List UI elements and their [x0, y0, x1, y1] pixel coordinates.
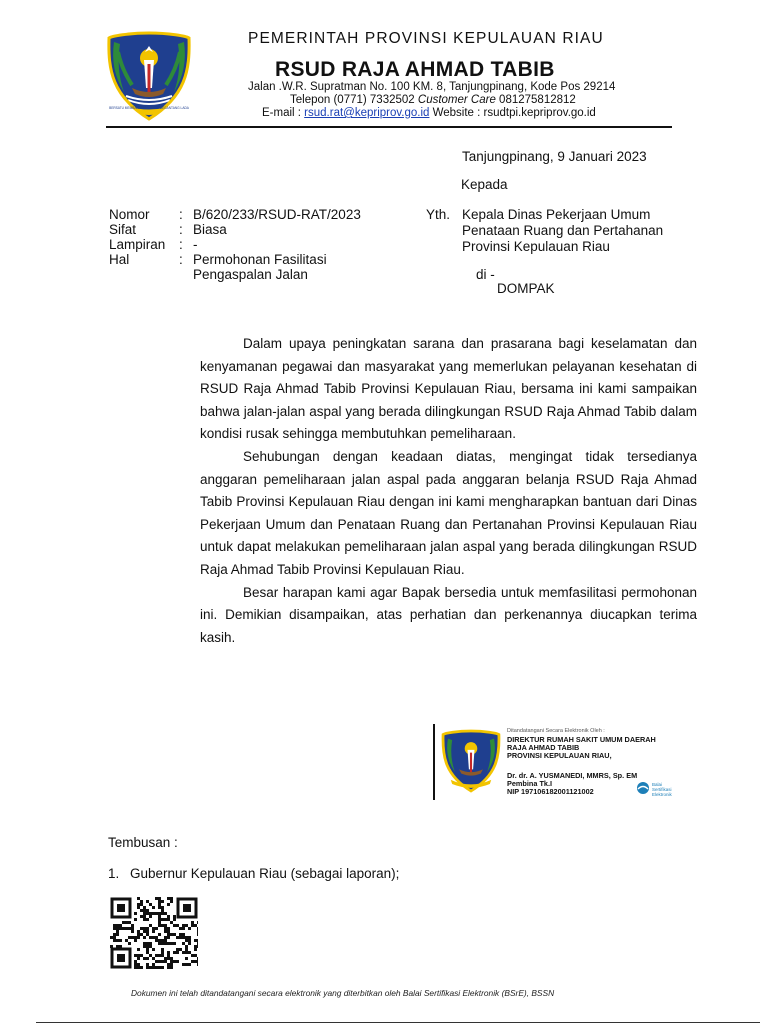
- website-text: Website : rsudtpi.kepriprov.go.id: [429, 107, 596, 119]
- letterhead-government: PEMERINTAH PROVINSI KEPULAUAN RIAU: [248, 30, 604, 47]
- email-link[interactable]: rsud.rat@kepriprov.go.id: [304, 107, 430, 119]
- body-paragraph-1: Dalam upaya peningkatan sarana dan prasarana bagi keselamatan dan kenyamanan pegawai dan masyarakat yang memerlukan pelayanan kesehatan di RSUD Raja Ahmad Tabib Provinsi Kepulauan Riau, bersama ini kami sampaikan bahwa jalan-jalan aspal yang berada dilingkungan RSUD Raja Ahmad Tabib dalam kondisi rusak sehingga membutuhkan pemeliharaan.: [200, 336, 697, 442]
- lampiran-value: -: [193, 237, 198, 252]
- signatory-title-2: RAJA AHMAD TABIB: [507, 743, 580, 752]
- sifat-label: Sifat: [109, 222, 137, 237]
- logo-band-text: BERSATU MEMBANGUN NEGERI SEGANTANG LADA: [109, 106, 189, 110]
- electronic-signature-box: [433, 724, 686, 800]
- nomor-label: Nomor: [109, 207, 150, 222]
- signature-emblem-logo: [441, 728, 501, 794]
- signatory-title-1: DIREKTUR RUMAH SAKIT UMUM DAERAH: [507, 735, 656, 744]
- colon: :: [179, 207, 183, 222]
- footer-divider: [36, 1022, 760, 1023]
- kepada-label: Kepada: [461, 177, 508, 192]
- colon: :: [179, 237, 183, 252]
- signed-electronically-label: Ditandatangani Secara Elektronik Oleh :: [507, 728, 605, 734]
- recipient-place: DOMPAK: [497, 281, 555, 296]
- customer-care-label: Customer Care: [417, 94, 496, 106]
- hal-value-line1: Permohonan Fasilitasi: [193, 252, 327, 267]
- body-paragraph-2: Sehubungan dengan keadaan diatas, mengingat tidak tersedianya anggaran pemeliharaan jalan aspal pada anggaran belanja RSUD Raja Ahmad Tabib Provinsi Kepulauan Riau dengan ini kami mengharapkan bantuan dari Dinas Pekerjaan Umum dan Penataan Ruang dan Pertanahan Provinsi Kepulauan Riau untuk dapat melakukan pemeliharaan jalan aspal yang berada dilingkungan RSUD Raja Ahmad Tabib Provinsi Kepulauan Riau.: [200, 448, 697, 577]
- sifat-value: Biasa: [193, 222, 227, 237]
- letterhead-address: Jalan .W.R. Supratman No. 100 KM. 8, Tanjungpinang, Kode Pos 29214: [248, 81, 616, 93]
- letterhead-contact: [262, 107, 596, 119]
- hal-value-line2: Pengaspalan Jalan: [193, 267, 308, 282]
- colon: :: [179, 222, 183, 237]
- letterhead-divider: [106, 126, 672, 128]
- yth-label: Yth.: [426, 207, 451, 222]
- bsre-logo-text: Balai Sertifikasi Elektronik: [652, 782, 672, 797]
- colon: :: [179, 252, 183, 267]
- letterhead-phone: [290, 94, 576, 106]
- provincial-emblem-logo: [106, 30, 192, 122]
- letterhead-hospital-name: RSUD RAJA AHMAD TABIB: [275, 58, 555, 81]
- qr-code-icon: [110, 897, 198, 969]
- customer-care-number: 081275812812: [495, 94, 576, 106]
- recipient-line3: Provinsi Kepulauan Riau: [462, 239, 610, 254]
- tembusan-item-number: 1.: [108, 866, 120, 881]
- recipient-line2: Penataan Ruang dan Pertahanan: [462, 223, 664, 238]
- nomor-value: B/620/233/RSUD-RAT/2023: [193, 207, 361, 222]
- letter-body: [200, 333, 697, 649]
- body-paragraph-3: Besar harapan kami agar Bapak bersedia untuk memfasilitasi permohonan ini. Demikian disampaikan, atas perhatian dan perkenannya diucapkan terima kasih.: [200, 584, 697, 645]
- tembusan-title: Tembusan :: [108, 835, 178, 850]
- tembusan-item: [108, 866, 399, 881]
- place-date: Tanjungpinang, 9 Januari 2023: [462, 149, 647, 164]
- signatory-nip: NIP 197106182001121002: [507, 787, 594, 796]
- hal-label: Hal: [109, 252, 130, 267]
- recipient-di: di -: [476, 267, 495, 282]
- lampiran-label: Lampiran: [109, 237, 166, 252]
- signatory-rank: Pembina Tk.I: [507, 779, 553, 788]
- signatory-title-3: PROVINSI KEPULAUAN RIAU,: [507, 751, 612, 760]
- email-prefix: E-mail :: [262, 107, 305, 119]
- tembusan-item-text: Gubernur Kepulauan Riau (sebagai laporan);: [130, 866, 400, 881]
- footer-note: Dokumen ini telah ditandatangani secara elektronik yang diterbitkan oleh Balai Sertifikasi Elektronik (BSrE), BSSN: [131, 988, 555, 998]
- signatory-name: Dr. dr. A. YUSMANEDI, MMRS, Sp. EM: [507, 771, 638, 780]
- recipient-line1: Kepala Dinas Pekerjaan Umum: [462, 207, 651, 222]
- phone-prefix: Telepon (0771) 7332502: [290, 94, 418, 106]
